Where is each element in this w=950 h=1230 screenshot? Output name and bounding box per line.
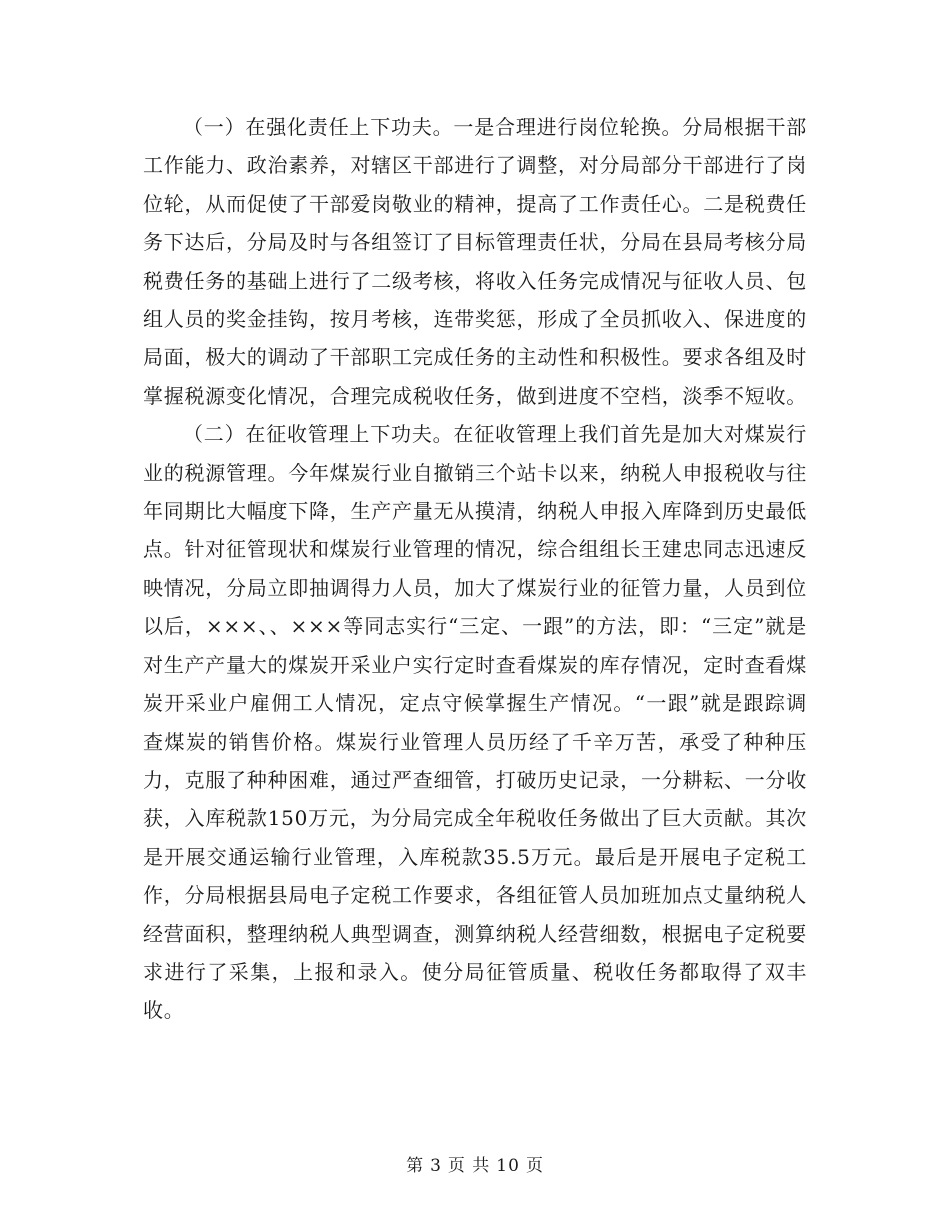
page-footer [0,1154,950,1178]
paragraph-responsibility: （一）在强化责任上下功夫。一是合理进行岗位轮换。分局根据干部工作能力、政治素养，对辖区干部进行了调整，对分局部分干部进行了岗位轮，从而促使了干部爱岗敬业的精神，提高了工作责任心。二是税费任务下达后，分局及时与各组签订了目标管理责任状，分局在县局考核分局税费任务的基础上进行了二级考核，将收入任务完成情况与征收人员、包组人员的奖金挂钩，按月考核，连带奖惩，形成了全员抓收入、保进度的局面，极大的调动了干部职工完成任务的主动性和积极性。要求各组及时掌握税源变化情况，合理完成税收任务，做到进度不空档，淡季不短收。 [143,115,807,408]
footer-current-page: 3 [430,1156,442,1176]
footer-total-pages: 10 [496,1156,520,1176]
paragraph-collection-management: （二）在征收管理上下功夫。在征收管理上我们首先是加大对煤炭行业的税源管理。今年煤炭行业自撤销三个站卡以来，纳税人申报税收与往年同期比大幅度下降，生产产量无从摸清，纳税人申报入库降到历史最低点。针对征管现状和煤炭行业管理的情况，综合组组长王建忠同志迅速反映情况，分局立即抽调得力人员，加大了煤炭行业的征管力量，人员到位以后，×××、、×××等同志实行“三定、一跟”的方法，即：“三定”就是对生产产量大的煤炭开采业户实行定时查看煤炭的库存情况，定时查看煤炭开采业户雇佣工人情况，定点守候掌握生产情况。“一跟”就是跟踪调查煤炭的销售价格。煤炭行业管理人员历经了千辛万苦，承受了种种压力，克服了种种困难，通过严查细管，打破历史记录，一分耕耘、一分收获，入库税款150万元，为分局完成全年税收任务做出了巨大贡献。其次是开展交通运输行业管理，入库税款35.5万元。最后是开展电子定税工作，分局根据县局电子定税工作要求，各组征管人员加班加点丈量纳税人经营面积，整理纳税人典型调查，测算纳税人经营细数，根据电子定税要求进行了采集，上报和录入。使分局征管质量、税收任务都取得了双丰收。 [143,422,807,1023]
footer-middle: 页 共 [447,1156,491,1176]
footer-prefix: 第 [406,1156,425,1176]
document-body [143,108,807,1030]
footer-suffix: 页 [525,1156,544,1176]
